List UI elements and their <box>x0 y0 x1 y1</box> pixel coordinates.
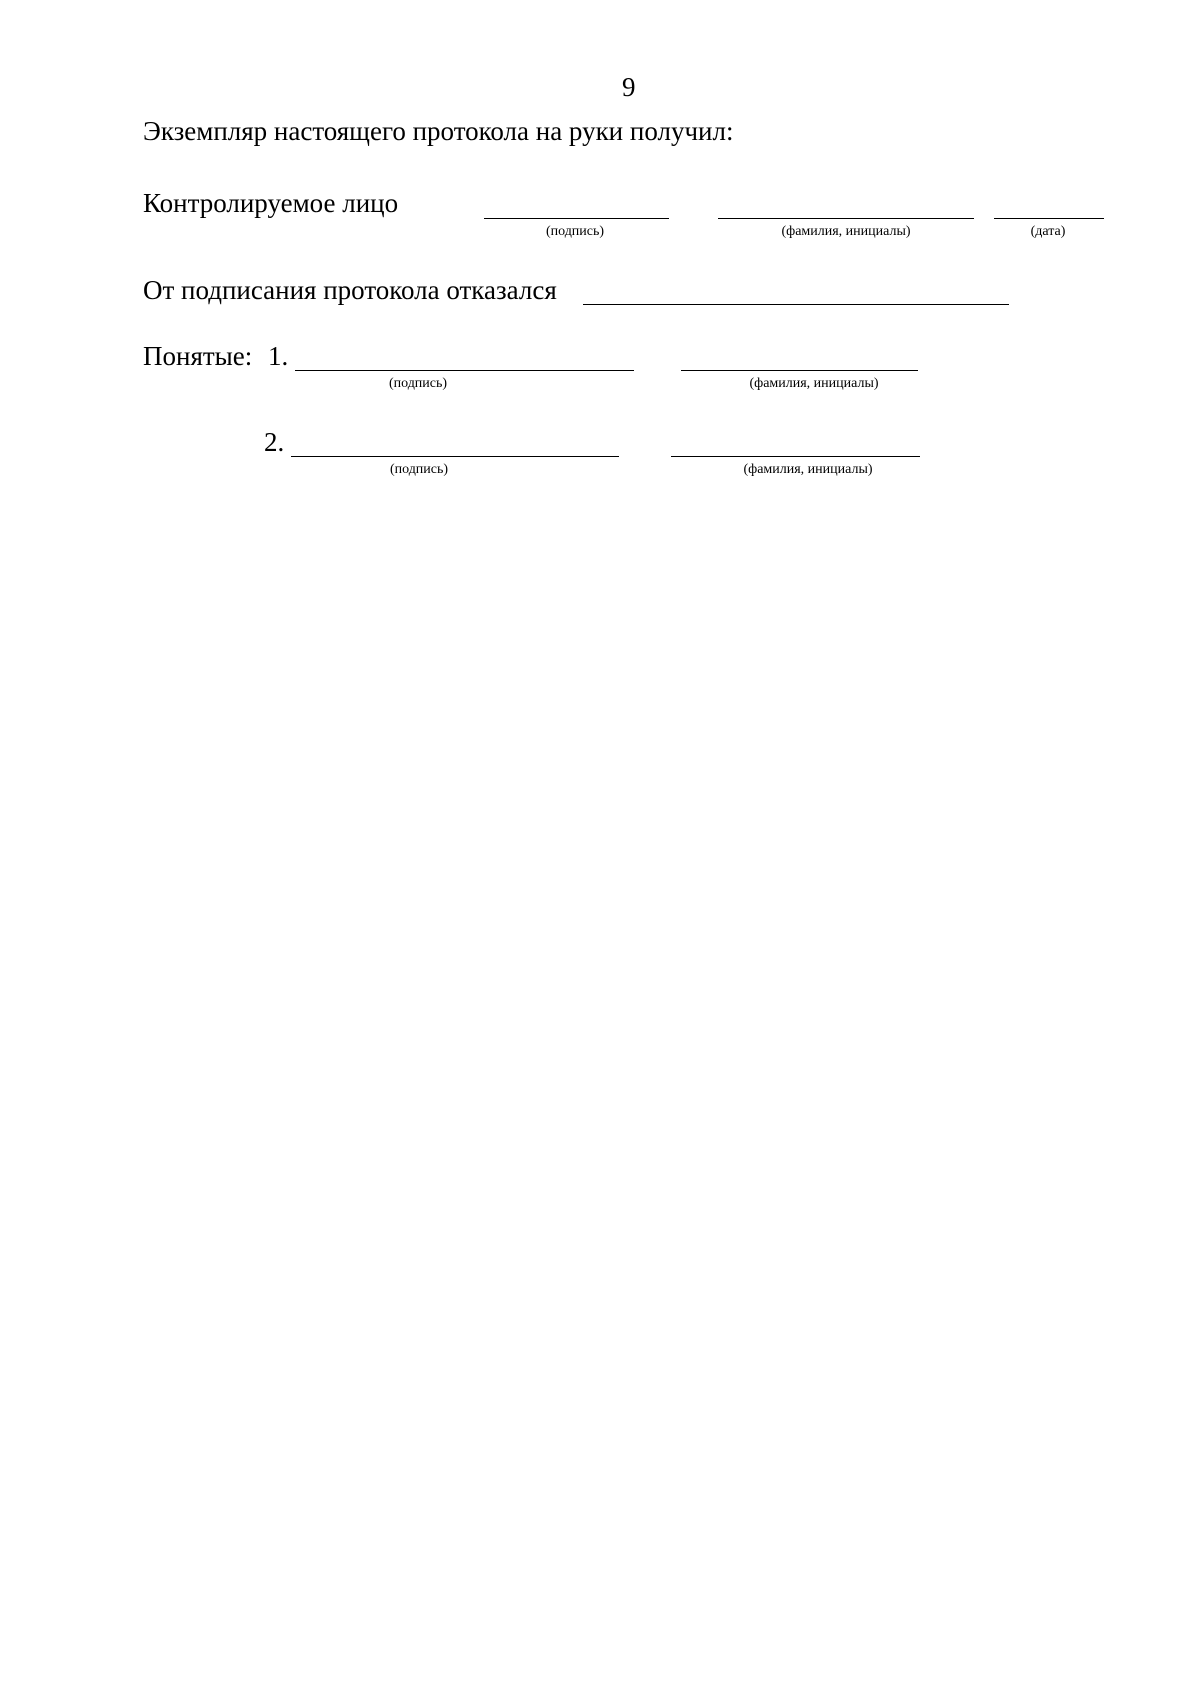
witness-1-signature-caption: (подпись) <box>388 376 448 391</box>
witness-1-name-caption: (фамилия, инициалы) <box>749 376 879 391</box>
controlled-person-label: Контролируемое лицо <box>143 188 399 218</box>
witness-1-signature-line[interactable] <box>295 370 634 371</box>
controlled-person-date-caption: (дата) <box>1030 224 1066 239</box>
witness-1-name-line[interactable] <box>681 370 918 371</box>
controlled-person-signature-line[interactable] <box>484 218 669 219</box>
witness-2-signature-line[interactable] <box>291 456 619 457</box>
witness-2-signature-caption: (подпись) <box>389 462 449 477</box>
witness-2-name-caption: (фамилия, инициалы) <box>743 462 873 477</box>
witness-2-name-line[interactable] <box>671 456 920 457</box>
controlled-person-signature-caption: (подпись) <box>545 224 605 239</box>
refusal-signature-line[interactable] <box>583 304 1009 305</box>
intro-text: Экземпляр настоящего протокола на руки получил: <box>143 116 734 146</box>
refusal-label: От подписания протокола отказался <box>143 275 557 305</box>
controlled-person-name-caption: (фамилия, инициалы) <box>781 224 911 239</box>
witnesses-label: Понятые: <box>143 341 253 371</box>
controlled-person-name-line[interactable] <box>718 218 974 219</box>
controlled-person-date-line[interactable] <box>994 218 1104 219</box>
page-number: 9 <box>622 72 636 102</box>
witness-2-number: 2. <box>264 427 285 457</box>
witness-1-number: 1. <box>268 341 289 371</box>
